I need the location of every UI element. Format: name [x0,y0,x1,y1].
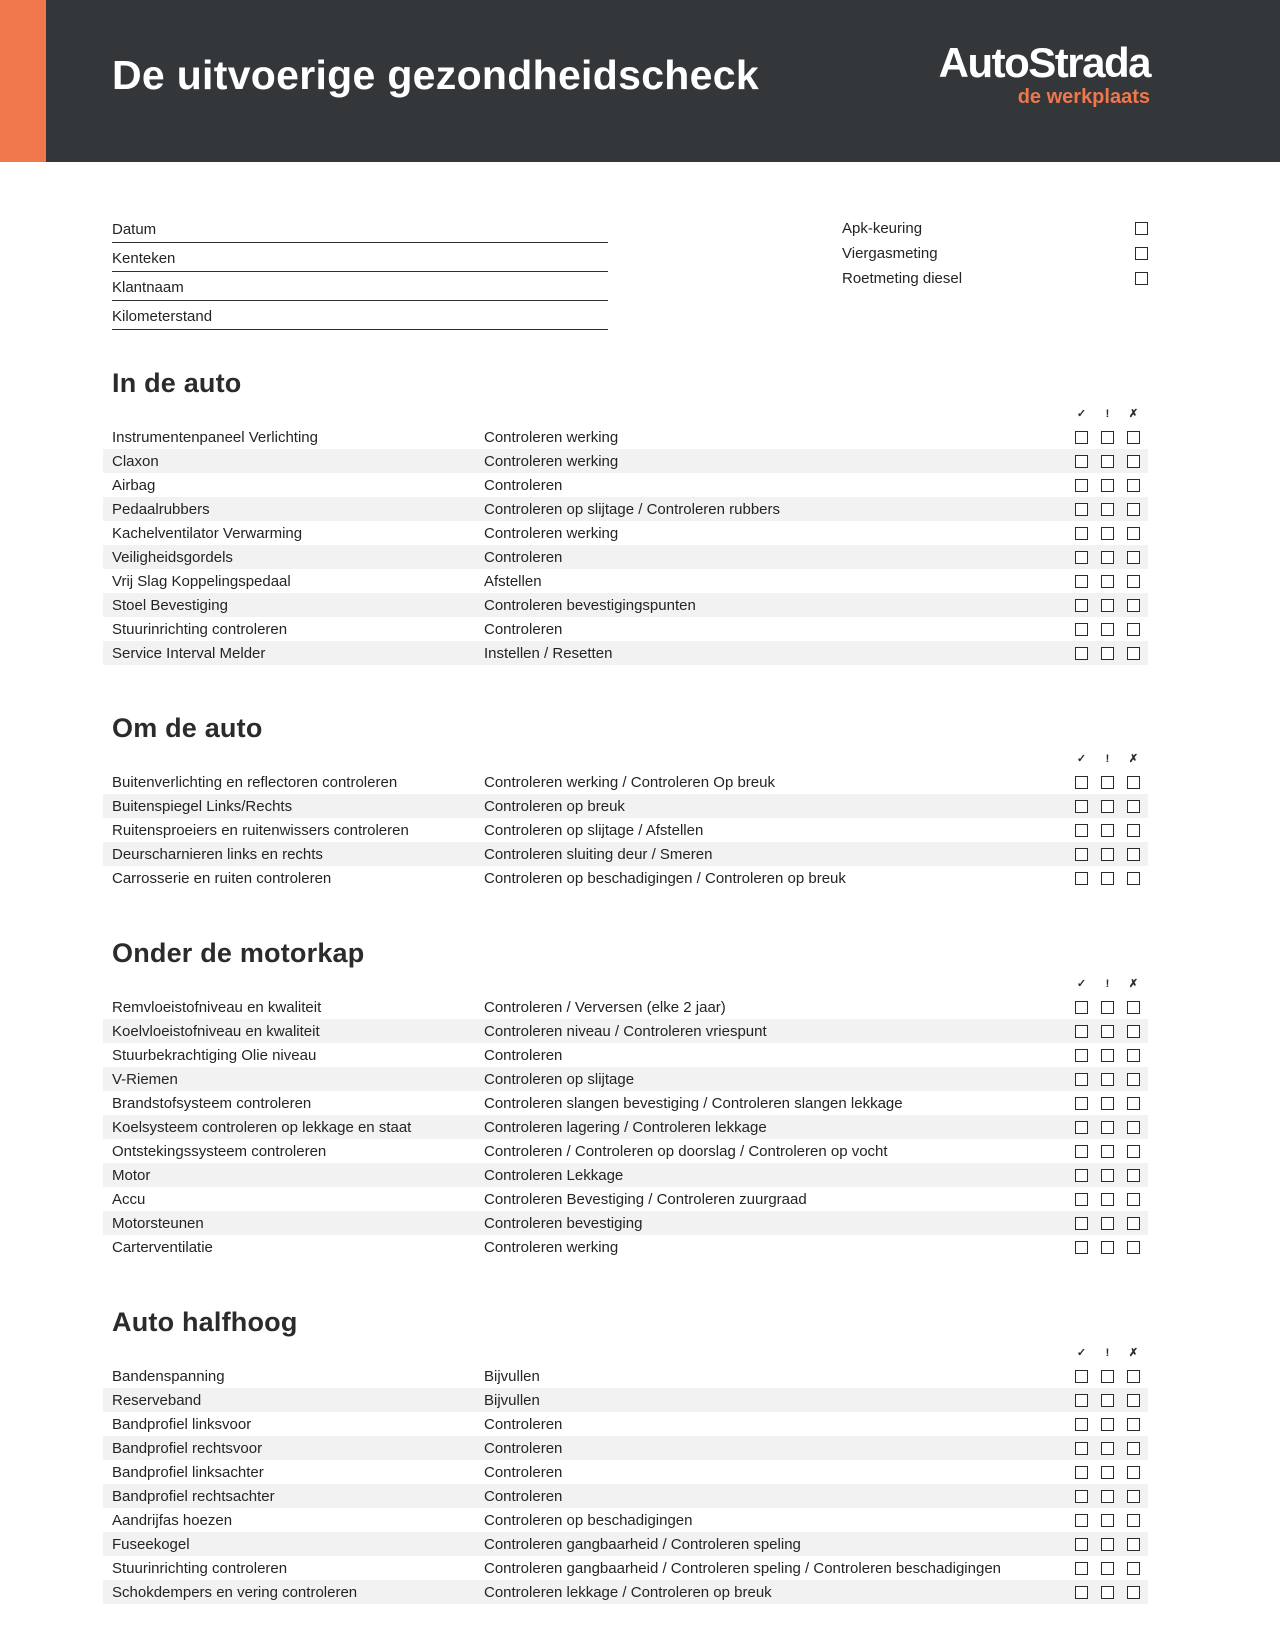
row-item-label: Accu [112,1190,146,1208]
table-row [103,1043,1148,1067]
row-item-label: Buitenverlichting en reflectoren controleren [112,773,398,791]
form-fields [112,214,608,330]
row-item-label: Bandprofiel rechtsachter [112,1487,275,1505]
checkbox-ok[interactable] [1075,1466,1088,1479]
table-row [103,794,1148,818]
checkbox-ok[interactable] [1075,1217,1088,1230]
section-title: In de auto [112,368,242,398]
field-input-line[interactable] [175,243,608,271]
row-item-label: Stuurbekrachtiging Olie niveau [112,1046,317,1064]
checkbox-fail[interactable] [1127,551,1140,564]
checkbox-warn[interactable] [1101,872,1114,885]
check-label: Viergasmeting [842,245,938,262]
checkbox-warn[interactable] [1101,599,1114,612]
checkbox-warn[interactable] [1101,1514,1114,1527]
row-action-label: Controleren op beschadigingen / Controleren op breuk [484,869,846,887]
row-item-label: Pedaalrubbers [112,500,210,518]
table-row [103,1019,1148,1043]
table-row [103,1163,1148,1187]
section-table [103,425,1148,665]
row-action-label: Controleren bevestigingspunten [484,596,696,614]
row-action-label: Afstellen [484,572,542,590]
checkbox-fail[interactable] [1127,647,1140,660]
checkbox-ok[interactable] [1075,1442,1088,1455]
checkbox-warn[interactable] [1101,1025,1114,1038]
checkbox-fail[interactable] [1127,527,1140,540]
table-head [103,754,1148,770]
row-item-label: Claxon [112,452,159,470]
checkbox-warn[interactable] [1101,1538,1114,1551]
checkbox-warn[interactable] [1101,527,1114,540]
table-row [103,449,1148,473]
ok-check-icon: ✓ [1076,753,1087,765]
check-label: Apk-keuring [842,220,923,237]
checkbox-fail[interactable] [1127,1490,1140,1503]
extra-check-roetmeting-diesel [842,266,1148,291]
checkbox-warn[interactable] [1101,800,1114,813]
ok-check-icon: ✓ [1076,408,1087,420]
checkbox-warn[interactable] [1101,1490,1114,1503]
row-item-label: Airbag [112,476,156,494]
checkbox-fail[interactable] [1127,1001,1140,1014]
checkbox-ok[interactable] [1075,1049,1088,1062]
checkbox-ok[interactable] [1075,1121,1088,1134]
row-action-label: Controleren op slijtage / Controleren rubbers [484,500,780,518]
row-item-label: Deurscharnieren links en rechts [112,845,323,863]
extra-check-viergasmeting [842,241,1148,266]
row-action-label: Bijvullen [484,1391,540,1409]
table-row [103,1388,1148,1412]
section-title: Onder de motorkap [112,938,365,968]
row-item-label: Reserveband [112,1391,202,1409]
row-action-label: Controleren lekkage / Controleren op breuk [484,1583,772,1601]
checkbox-ok[interactable] [1075,1514,1088,1527]
table-row [103,569,1148,593]
checkbox-warn[interactable] [1101,1097,1114,1110]
row-action-label: Controleren op slijtage [484,1070,635,1088]
checkbox-fail[interactable] [1127,1241,1140,1254]
form-area [112,214,1148,330]
checkbox-fail[interactable] [1127,848,1140,861]
form-field-klantnaam [112,272,608,301]
row-item-label: Bandprofiel rechtsvoor [112,1439,263,1457]
row-item-label: Stuurinrichting controleren [112,1559,288,1577]
table-row [103,818,1148,842]
table-row [103,1364,1148,1388]
checkbox-fail[interactable] [1127,1586,1140,1599]
field-label: Klantnaam [112,279,184,296]
checkbox-fail[interactable] [1127,1025,1140,1038]
section-om-de-auto [103,713,1148,890]
header-accent-bar [0,0,46,162]
row-action-label: Controleren werking [484,428,619,446]
fail-cross-icon: ✗ [1128,408,1139,420]
row-item-label: Carrosserie en ruiten controleren [112,869,332,887]
checkbox-fail[interactable] [1127,623,1140,636]
checkbox-warn[interactable] [1101,623,1114,636]
row-action-label: Bijvullen [484,1367,540,1385]
check-label: Roetmeting diesel [842,270,963,287]
table-row [103,425,1148,449]
table-row [103,1436,1148,1460]
table-head [103,979,1148,995]
checkbox-fail[interactable] [1127,1466,1140,1479]
checkbox-ok[interactable] [1075,1418,1088,1431]
field-label: Datum [112,221,157,238]
row-action-label: Controleren [484,620,563,638]
checkbox-ok[interactable] [1075,647,1088,660]
checkbox-warn[interactable] [1101,1001,1114,1014]
row-action-label: Controleren sluiting deur / Smeren [484,845,713,863]
checkbox-ok[interactable] [1075,1538,1088,1551]
row-action-label: Controleren bevestiging [484,1214,643,1232]
section-onder-de-motorkap [103,938,1148,1259]
section-table [103,1364,1148,1604]
checkbox-warn[interactable] [1101,1394,1114,1407]
checkbox-ok[interactable] [1075,1073,1088,1086]
row-action-label: Controleren werking / Controleren Op breuk [484,773,775,791]
field-input-line[interactable] [184,272,608,300]
form-field-kilometerstand [112,301,608,330]
warn-exclamation-icon: ! [1105,1347,1110,1359]
row-action-label: Controleren op beschadigingen [484,1511,693,1529]
checkbox[interactable] [1135,247,1148,260]
field-label: Kenteken [112,250,176,267]
table-row [103,1460,1148,1484]
row-item-label: Carterventilatie [112,1238,213,1256]
row-action-label: Controleren [484,1439,563,1457]
row-item-label: Motor [112,1166,151,1184]
form-field-datum [112,214,608,243]
row-item-label: Remvloeistofniveau en kwaliteit [112,998,322,1016]
row-action-label: Controleren niveau / Controleren vriespunt [484,1022,767,1040]
form-field-kenteken [112,243,608,272]
checkbox-warn[interactable] [1101,1169,1114,1182]
checkbox-fail[interactable] [1127,1049,1140,1062]
row-action-label: Controleren werking [484,524,619,542]
row-item-label: Bandprofiel linksachter [112,1463,264,1481]
checkbox-warn[interactable] [1101,431,1114,444]
row-action-label: Controleren op slijtage / Afstellen [484,821,704,839]
table-row [103,1580,1148,1604]
table-row [103,842,1148,866]
checkbox-warn[interactable] [1101,1217,1114,1230]
checkbox-fail[interactable] [1127,1514,1140,1527]
checkbox-ok[interactable] [1075,503,1088,516]
row-item-label: Schokdempers en vering controleren [112,1583,358,1601]
checkbox-ok[interactable] [1075,1193,1088,1206]
checkbox-ok[interactable] [1075,776,1088,789]
checkbox-ok[interactable] [1075,848,1088,861]
checkbox-fail[interactable] [1127,575,1140,588]
row-action-label: Controleren / Verversen (elke 2 jaar) [484,998,726,1016]
row-action-label: Controleren Lekkage [484,1166,624,1184]
checkbox-fail[interactable] [1127,455,1140,468]
row-action-label: Controleren [484,1046,563,1064]
field-input-line[interactable] [212,301,608,329]
fail-cross-icon: ✗ [1128,978,1139,990]
row-action-label: Controleren op breuk [484,797,625,815]
header [0,0,1280,162]
extra-checks [842,214,1148,330]
checkbox-ok[interactable] [1075,1001,1088,1014]
row-item-label: Fuseekogel [112,1535,190,1553]
checkbox-warn[interactable] [1101,1049,1114,1062]
checkbox-fail[interactable] [1127,1394,1140,1407]
table-row [103,1556,1148,1580]
checkbox-warn[interactable] [1101,1370,1114,1383]
ok-check-icon: ✓ [1076,1347,1087,1359]
checklist-sections [103,368,1148,1604]
field-input-line[interactable] [156,214,608,242]
row-action-label: Controleren / Controleren op doorslag / Controleren op vocht [484,1142,888,1160]
row-action-label: Controleren [484,1487,563,1505]
row-item-label: Bandprofiel linksvoor [112,1415,252,1433]
table-row [103,1484,1148,1508]
row-item-label: Buitenspiegel Links/Rechts [112,797,293,815]
checkbox-warn[interactable] [1101,1145,1114,1158]
checkbox-fail[interactable] [1127,1217,1140,1230]
section-title: Om de auto [112,713,263,743]
checkbox-ok[interactable] [1075,1562,1088,1575]
checkbox-ok[interactable] [1075,575,1088,588]
fail-cross-icon: ✗ [1128,1347,1139,1359]
row-item-label: Stoel Bevestiging [112,596,228,614]
table-row [103,545,1148,569]
warn-exclamation-icon: ! [1105,978,1110,990]
checkbox-ok[interactable] [1075,479,1088,492]
row-item-label: Koelsysteem controleren op lekkage en staat [112,1118,412,1136]
row-action-label: Controleren [484,1415,563,1433]
extra-check-apk-keuring [842,216,1148,241]
table-row [103,866,1148,890]
table-row [103,521,1148,545]
checkbox-ok[interactable] [1075,455,1088,468]
table-row [103,1115,1148,1139]
table-row [103,1235,1148,1259]
checkbox-warn[interactable] [1101,1442,1114,1455]
row-action-label: Controleren [484,476,563,494]
table-row [103,641,1148,665]
checkbox-fail[interactable] [1127,872,1140,885]
warn-exclamation-icon: ! [1105,408,1110,420]
checkbox-warn[interactable] [1101,455,1114,468]
table-row [103,1091,1148,1115]
table-row [103,1187,1148,1211]
ok-check-icon: ✓ [1076,978,1087,990]
row-action-label: Controleren gangbaarheid / Controleren speling [484,1535,801,1553]
row-item-label: Service Interval Melder [112,644,266,662]
row-action-label: Instellen / Resetten [484,644,613,662]
checkbox-fail[interactable] [1127,1145,1140,1158]
checkbox-fail[interactable] [1127,1442,1140,1455]
checkbox-warn[interactable] [1101,1193,1114,1206]
table-row [103,1067,1148,1091]
checkbox-ok[interactable] [1075,1586,1088,1599]
table-head [103,1348,1148,1364]
checkbox-fail[interactable] [1127,1562,1140,1575]
row-item-label: Ruitensproeiers en ruitenwissers controleren [112,821,409,839]
section-table [103,995,1148,1259]
row-action-label: Controleren slangen bevestiging / Controleren slangen lekkage [484,1094,903,1112]
logo-subtitle: de werkplaats [1017,86,1150,108]
checkbox-warn[interactable] [1101,1562,1114,1575]
row-item-label: Aandrijfas hoezen [112,1511,233,1529]
row-action-label: Controleren gangbaarheid / Controleren speling / Controleren beschadigingen [484,1559,1002,1577]
checkbox-warn[interactable] [1101,824,1114,837]
table-row [103,473,1148,497]
section-table [103,770,1148,890]
table-row [103,617,1148,641]
checkbox-fail[interactable] [1127,1538,1140,1551]
row-action-label: Controleren werking [484,1238,619,1256]
row-item-label: Brandstofsysteem controleren [112,1094,312,1112]
checkbox-ok[interactable] [1075,824,1088,837]
row-item-label: Stuurinrichting controleren [112,620,288,638]
checkbox-warn[interactable] [1101,575,1114,588]
checkbox-warn[interactable] [1101,1466,1114,1479]
section-in-de-auto [103,368,1148,665]
checkbox[interactable] [1135,222,1148,235]
checkbox-warn[interactable] [1101,848,1114,861]
checkbox-ok[interactable] [1075,1370,1088,1383]
row-item-label: Koelvloeistofniveau en kwaliteit [112,1022,320,1040]
checkbox-warn[interactable] [1101,551,1114,564]
checkbox-warn[interactable] [1101,1418,1114,1431]
table-row [103,593,1148,617]
checkbox-ok[interactable] [1075,872,1088,885]
checkbox-ok[interactable] [1075,800,1088,813]
table-row [103,1532,1148,1556]
row-item-label: Instrumentenpaneel Verlichting [112,428,318,446]
checkbox-ok[interactable] [1075,1241,1088,1254]
checkbox-ok[interactable] [1075,551,1088,564]
checkbox-ok[interactable] [1075,1097,1088,1110]
checkbox-ok[interactable] [1075,1025,1088,1038]
checkbox-fail[interactable] [1127,1073,1140,1086]
checkbox-fail[interactable] [1127,479,1140,492]
checkbox-ok[interactable] [1075,599,1088,612]
table-row [103,1211,1148,1235]
checkbox-ok[interactable] [1075,623,1088,636]
checkbox-fail[interactable] [1127,431,1140,444]
page-title: De uitvoerige gezondheidscheck [112,52,759,98]
row-action-label: Controleren [484,1463,563,1481]
checkbox[interactable] [1135,272,1148,285]
checkbox-ok[interactable] [1075,1490,1088,1503]
section-title: Auto halfhoog [112,1307,298,1337]
table-head [103,409,1148,425]
row-item-label: Bandenspanning [112,1367,225,1385]
checkbox-ok[interactable] [1075,1145,1088,1158]
checkbox-warn[interactable] [1101,1121,1114,1134]
checkbox-fail[interactable] [1127,776,1140,789]
warn-exclamation-icon: ! [1105,753,1110,765]
checkbox-warn[interactable] [1101,1241,1114,1254]
row-item-label: V-Riemen [112,1070,178,1088]
logo [938,39,1150,108]
checkbox-ok[interactable] [1075,1394,1088,1407]
checkbox-ok[interactable] [1075,527,1088,540]
checkbox-warn[interactable] [1101,1586,1114,1599]
checkbox-warn[interactable] [1101,479,1114,492]
row-item-label: Kachelventilator Verwarming [112,524,303,542]
checkbox-warn[interactable] [1101,776,1114,789]
table-row [103,1139,1148,1163]
checkbox-fail[interactable] [1127,1193,1140,1206]
checkbox-warn[interactable] [1101,647,1114,660]
row-action-label: Controleren werking [484,452,619,470]
checkbox-ok[interactable] [1075,1169,1088,1182]
row-action-label: Controleren [484,548,563,566]
row-item-label: Ontstekingssysteem controleren [112,1142,327,1160]
checkbox-warn[interactable] [1101,1073,1114,1086]
logo-name: AutoStrada [938,39,1150,86]
row-item-label: Veiligheidsgordels [112,548,233,566]
table-row [103,497,1148,521]
checkbox-fail[interactable] [1127,824,1140,837]
row-action-label: Controleren Bevestiging / Controleren zuurgraad [484,1190,807,1208]
checkbox-fail[interactable] [1127,800,1140,813]
row-action-label: Controleren lagering / Controleren lekkage [484,1118,767,1136]
table-row [103,995,1148,1019]
checkbox-fail[interactable] [1127,1097,1140,1110]
checkbox-fail[interactable] [1127,1418,1140,1431]
checkbox-fail[interactable] [1127,1169,1140,1182]
checkbox-fail[interactable] [1127,1121,1140,1134]
table-row [103,770,1148,794]
section-auto-halfhoog [103,1307,1148,1604]
row-item-label: Vrij Slag Koppelingspedaal [112,572,291,590]
field-label: Kilometerstand [112,308,213,325]
checkbox-fail[interactable] [1127,1370,1140,1383]
checkbox-fail[interactable] [1127,599,1140,612]
table-row [103,1508,1148,1532]
checkbox-fail[interactable] [1127,503,1140,516]
table-row [103,1412,1148,1436]
fail-cross-icon: ✗ [1128,753,1139,765]
checkbox-ok[interactable] [1075,431,1088,444]
row-item-label: Motorsteunen [112,1214,204,1232]
checkbox-warn[interactable] [1101,503,1114,516]
